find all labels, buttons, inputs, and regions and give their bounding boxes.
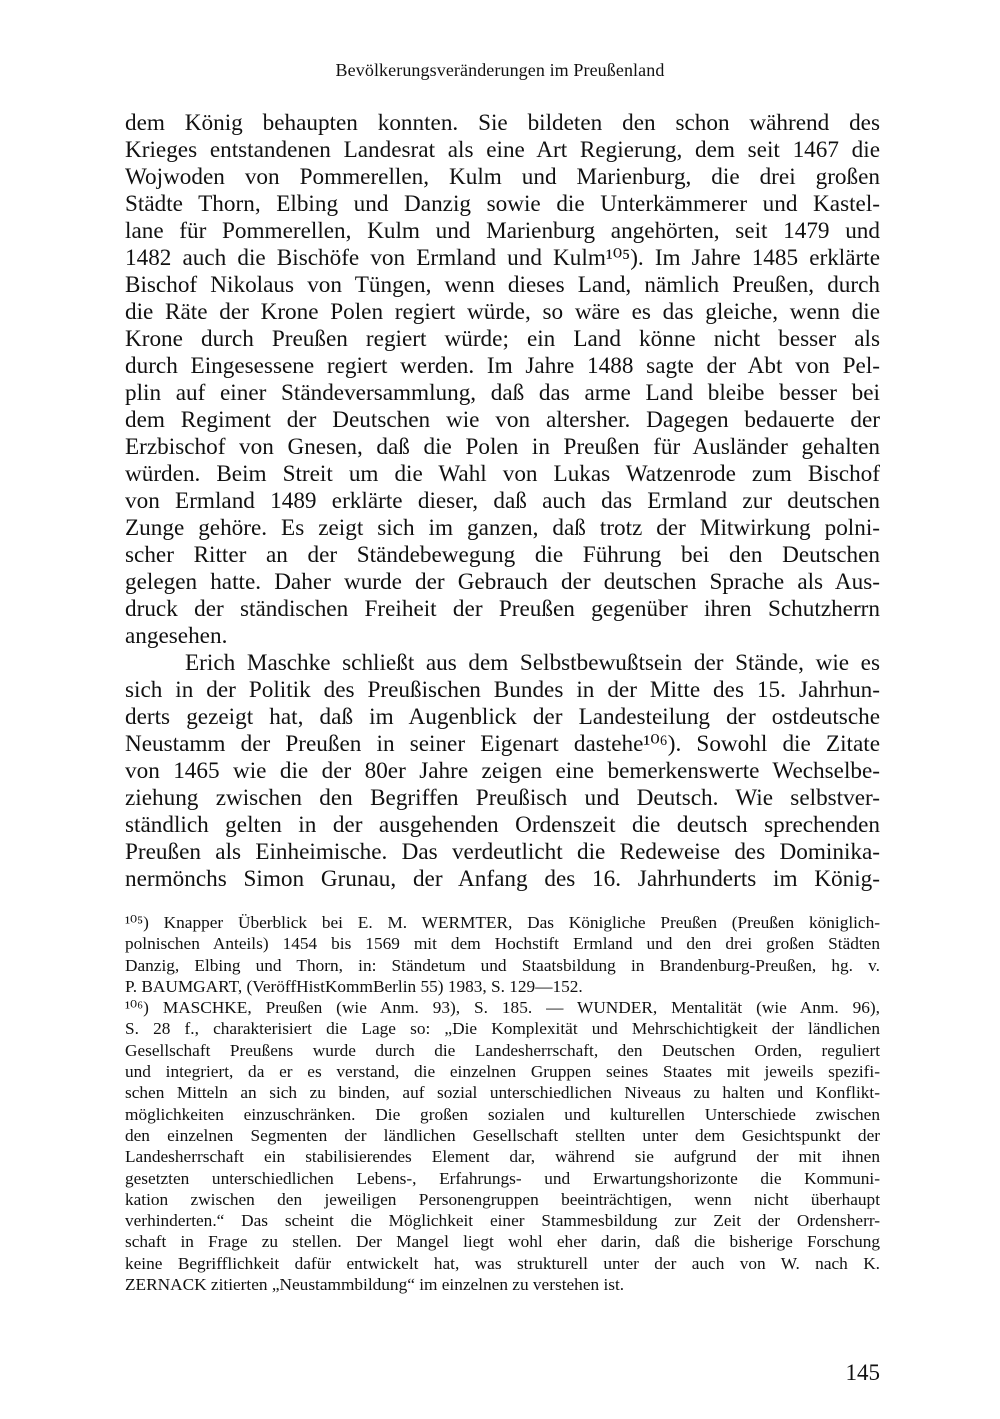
body-line: dem Regiment der Deutschen wie von altersher. Dagegen bedauerte der bbox=[125, 407, 880, 433]
body-line: angesehen. bbox=[125, 623, 228, 649]
body-line: die Räte der Krone Polen regiert würde, so wäre es das gleiche, wenn die bbox=[125, 299, 880, 325]
footnote-line: ¹⁰⁵) Knapper Überblick bei E. M. WERMTER, Das Königliche Preußen (Preußen königlich- bbox=[125, 913, 880, 932]
footnote-line: kation zwischen den jeweiligen Personengruppen beeinträchtigen, wenn nicht überhaupt bbox=[125, 1189, 880, 1209]
body-line: sich in der Politik des Preußischen Bundes in der Mitte des 15. Jahrhun- bbox=[125, 677, 880, 703]
body-line: ziehung zwischen den Begriffen Preußisch und Deutsch. Wie selbstver- bbox=[125, 785, 880, 811]
footnote-line: keine Begrifflichkeit dafür entwickelt hat, was strukturell unter der auch von W. nach K. bbox=[125, 1253, 880, 1273]
footnote-line: ZERNACK zitierten „Neustammbildung“ im einzelnen zu verstehen ist. bbox=[125, 1275, 625, 1295]
body-line: druck der ständischen Freiheit der Preußen gegenüber ihren Schutzherrn bbox=[125, 596, 880, 622]
body-line: ständlich gelten in der ausgehenden Ordenszeit die deutsch sprechenden bbox=[125, 812, 880, 838]
body-line: von 1465 wie die der 80er Jahre zeigen eine bemerkenswerte Wechselbe- bbox=[125, 758, 880, 784]
page-number: 145 bbox=[845, 1360, 880, 1385]
body-line: plin auf einer Ständeversammlung, daß das arme Land bleibe besser bei bbox=[125, 380, 880, 406]
footnote-line: P. BAUMGART, (VeröffHistKommBerlin 55) 1983, S. 129—152. bbox=[125, 976, 583, 996]
body-line: nermönchs Simon Grunau, der Anfang des 16. Jahrhunderts im König- bbox=[125, 866, 880, 892]
body-line: durch Eingesessene regiert werden. Im Jahre 1488 sagte der Abt von Pel- bbox=[125, 353, 880, 379]
footnote-line: polnischen Anteils) 1454 bis 1569 mit dem Hochstift Ermland und den drei großen Städten bbox=[125, 934, 880, 954]
footnote-line: möglichkeiten einzuschränken. Die großen sozialen und kulturellen Unterschiede zwischen bbox=[125, 1104, 880, 1124]
body-line: derts gezeigt hat, daß im Augenblick der Landesteilung der ostdeutsche bbox=[125, 704, 880, 730]
body-line: Krone durch Preußen regiert würde; ein Land könne nicht besser als bbox=[125, 326, 880, 352]
footnote-line: schaft in Frage zu stellen. Der Mangel liegt wohl eher darin, daß die bisherige Forschung bbox=[125, 1232, 880, 1252]
body-line: Erzbischof von Gnesen, daß die Polen in Preußen für Ausländer gehalten bbox=[125, 434, 880, 460]
body-line: würden. Beim Streit um die Wahl von Lukas Watzenrode zum Bischof bbox=[125, 461, 880, 487]
body-line: Preußen als Einheimische. Das verdeutlicht die Redeweise des Dominika- bbox=[125, 839, 880, 865]
footnote-line: S. 28 f., charakterisiert die Lage so: „Die Komplexität und Mehrschichtigkeit der ländlichen bbox=[125, 1019, 880, 1039]
footnote-line: Landesherrschaft ein stabilisierendes Element dar, während sie aufgrund der mit ihnen bbox=[125, 1147, 880, 1167]
footnote-line: verhinderten.“ Das scheint die Möglichkeit einer Stammesbildung zur Zeit der Ordensherr- bbox=[125, 1211, 880, 1231]
body-line: lane für Pommerellen, Kulm und Marienburg angehörten, seit 1479 und bbox=[125, 218, 880, 244]
body-line: scher Ritter an der Ständebewegung die Führung bei den Deutschen bbox=[125, 542, 880, 568]
body-line: dem König behaupten konnten. Sie bildeten den schon während des bbox=[125, 110, 880, 136]
body-line: Zunge gehöre. Es zeigt sich im ganzen, daß trotz der Mitwirkung polni- bbox=[125, 515, 880, 541]
body-line: Bischof Nikolaus von Tüngen, wenn dieses Land, nämlich Preußen, durch bbox=[125, 272, 880, 298]
body-line: 1482 auch die Bischöfe von Ermland und Kulm¹⁰⁵). Im Jahre 1485 erklärte bbox=[125, 245, 880, 271]
body-line: von Ermland 1489 erklärte dieser, daß auch das Ermland zur deutschen bbox=[125, 488, 880, 514]
body-line: Wojwoden von Pommerellen, Kulm und Marienburg, die drei großen bbox=[125, 164, 880, 190]
footnote-line: ¹⁰⁶) MASCHKE, Preußen (wie Anm. 93), S. 185. — WUNDER, Mentalität (wie Anm. 96), bbox=[125, 998, 880, 1018]
body-line: Neustamm der Preußen in seiner Eigenart dastehe¹⁰⁶). Sowohl die Zitate bbox=[125, 731, 880, 757]
footnote-line: Danzig, Elbing und Thorn, in: Ständetum und Staatsbildung in Brandenburg-Preußen, hg. v. bbox=[125, 955, 880, 975]
footnote-line: den einzelnen Segmenten der ländlichen Gesellschaft stellten unter dem Gesichtspunkt der bbox=[125, 1125, 880, 1145]
footnote-line: und integriert, da er es verstand, die einzelnen Gruppen seines Staates mit jeweils spezifi- bbox=[125, 1062, 880, 1082]
running-head: Bevölkerungsveränderungen im Preußenland bbox=[335, 60, 665, 80]
footnote-line: gesetzten unterschiedlichen Lebens-, Erfahrungs- und Erwartungshorizonte die Kommuni- bbox=[125, 1168, 880, 1188]
body-line: gelegen hatte. Daher wurde der Gebrauch der deutschen Sprache als Aus- bbox=[125, 569, 880, 595]
footnote-line: Gesellschaft Preußens wurde durch die Landesherrschaft, den Deutschen Orden, reguliert bbox=[125, 1040, 880, 1060]
body-text bbox=[125, 110, 880, 893]
footnote-line: schen Mitteln an sich zu binden, auf sozial unterschiedlichen Niveaus zu halten und Konflikt- bbox=[125, 1083, 880, 1103]
body-line: Erich Maschke schließt aus dem Selbstbewußtsein der Stände, wie es bbox=[185, 650, 880, 676]
body-line: Städte Thorn, Elbing und Danzig sowie die Unterkämmerer und Kastel- bbox=[125, 191, 880, 217]
footnotes bbox=[125, 912, 880, 1295]
body-line: Krieges entstandenen Landesrat als eine Art Regierung, dem seit 1467 die bbox=[125, 137, 880, 163]
